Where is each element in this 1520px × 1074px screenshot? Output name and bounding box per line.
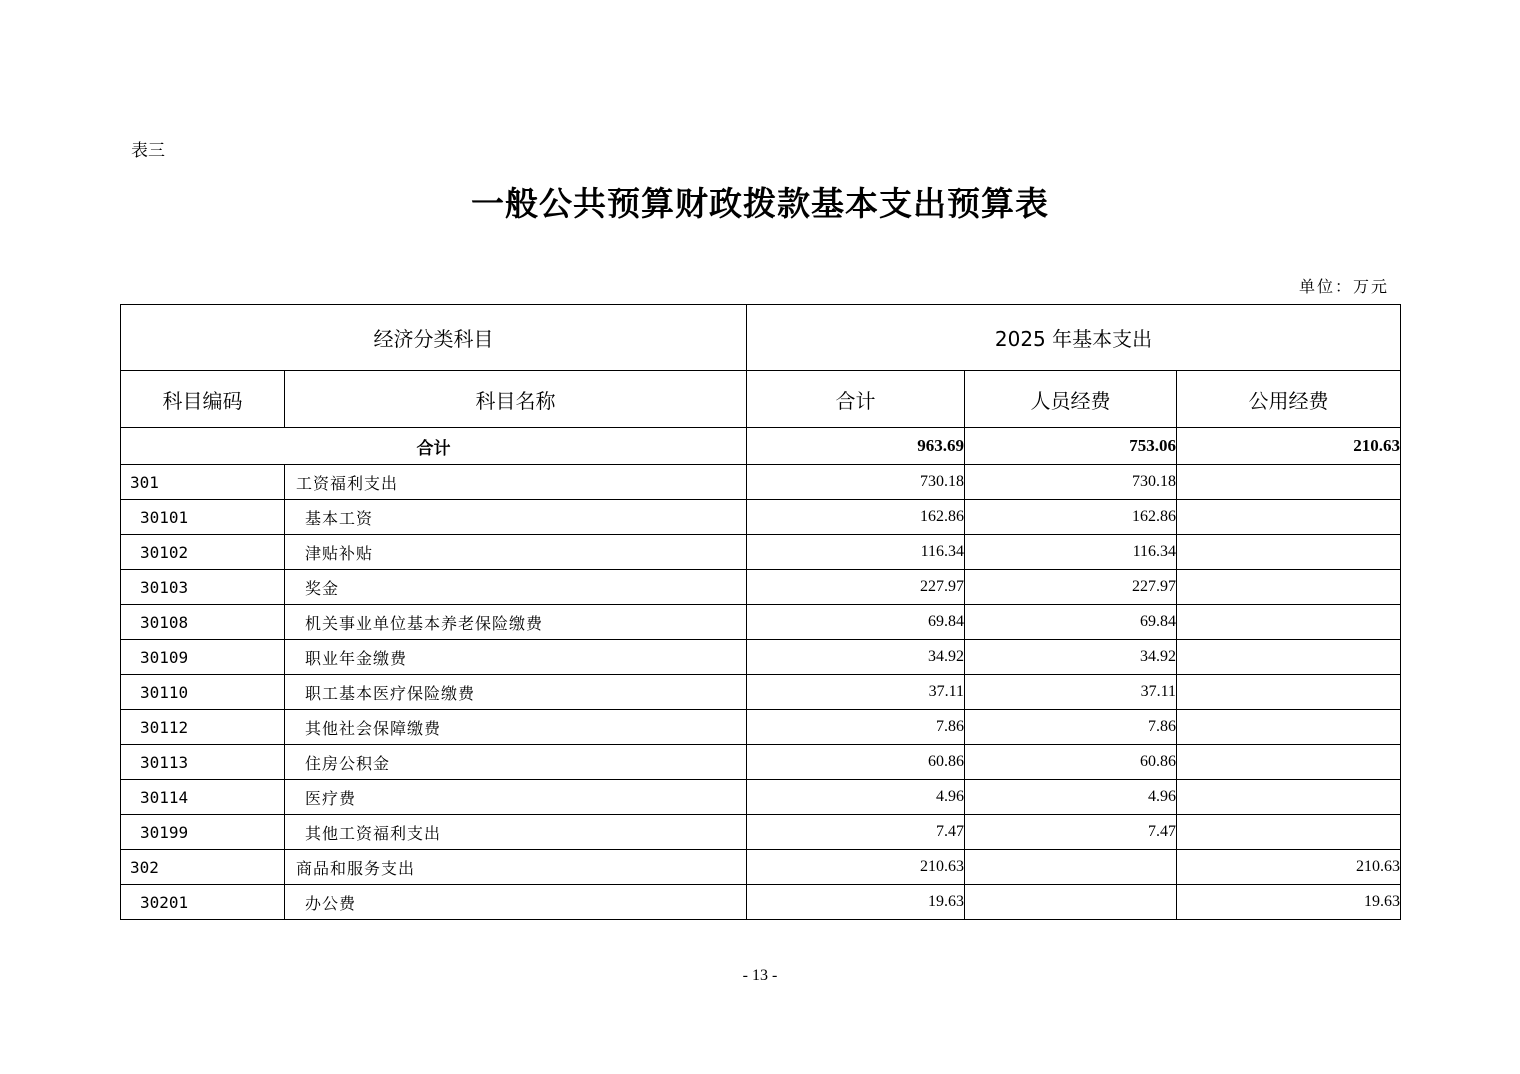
row-public (1177, 500, 1401, 535)
row-code: 30110 (121, 675, 285, 710)
table-row (121, 780, 1401, 815)
row-code: 30199 (121, 815, 285, 850)
row-public: 19.63 (1177, 885, 1401, 920)
total-row (121, 428, 1401, 465)
row-code: 30112 (121, 710, 285, 745)
row-total: 227.97 (747, 570, 965, 605)
row-name: 其他工资福利支出 (285, 815, 747, 850)
row-personnel: 34.92 (965, 640, 1177, 675)
row-total: 37.11 (747, 675, 965, 710)
total-sum: 963.69 (747, 428, 965, 465)
row-total: 19.63 (747, 885, 965, 920)
table-row (121, 570, 1401, 605)
row-total: 116.34 (747, 535, 965, 570)
row-code: 30102 (121, 535, 285, 570)
row-total: 69.84 (747, 605, 965, 640)
table-row (121, 745, 1401, 780)
row-public (1177, 570, 1401, 605)
unit-note: 单位：万元 (1298, 277, 1389, 296)
row-total: 210.63 (747, 850, 965, 885)
row-name: 津贴补贴 (285, 535, 747, 570)
table-row (121, 640, 1401, 675)
row-personnel: 7.86 (965, 710, 1177, 745)
table-row (121, 465, 1401, 500)
row-public (1177, 815, 1401, 850)
row-name: 商品和服务支出 (285, 850, 747, 885)
header-public: 公用经费 (1177, 371, 1401, 428)
budget-table (120, 304, 1401, 920)
row-personnel: 227.97 (965, 570, 1177, 605)
header-name: 科目名称 (285, 371, 747, 428)
row-total: 730.18 (747, 465, 965, 500)
table-row (121, 885, 1401, 920)
total-label: 合计 (121, 428, 747, 465)
row-public (1177, 640, 1401, 675)
row-name: 其他社会保障缴费 (285, 710, 747, 745)
row-personnel: 60.86 (965, 745, 1177, 780)
row-public (1177, 675, 1401, 710)
row-name: 工资福利支出 (285, 465, 747, 500)
row-name: 住房公积金 (285, 745, 747, 780)
row-personnel: 4.96 (965, 780, 1177, 815)
row-personnel: 69.84 (965, 605, 1177, 640)
row-name: 职业年金缴费 (285, 640, 747, 675)
row-code: 30103 (121, 570, 285, 605)
row-name: 奖金 (285, 570, 747, 605)
table-row (121, 605, 1401, 640)
header-total: 合计 (747, 371, 965, 428)
table-label: 表三 (131, 141, 165, 161)
row-code: 30101 (121, 500, 285, 535)
row-total: 34.92 (747, 640, 965, 675)
row-total: 7.47 (747, 815, 965, 850)
table-row (121, 850, 1401, 885)
row-name: 职工基本医疗保险缴费 (285, 675, 747, 710)
table-row (121, 675, 1401, 710)
row-total: 7.86 (747, 710, 965, 745)
row-public: 210.63 (1177, 850, 1401, 885)
row-name: 办公费 (285, 885, 747, 920)
row-public (1177, 745, 1401, 780)
row-code: 30109 (121, 640, 285, 675)
table-row (121, 815, 1401, 850)
row-code: 30201 (121, 885, 285, 920)
row-code: 302 (121, 850, 285, 885)
row-personnel (965, 850, 1177, 885)
row-public (1177, 780, 1401, 815)
header-code: 科目编码 (121, 371, 285, 428)
table-row (121, 500, 1401, 535)
row-public (1177, 710, 1401, 745)
row-personnel: 730.18 (965, 465, 1177, 500)
row-personnel: 37.11 (965, 675, 1177, 710)
row-public (1177, 465, 1401, 500)
row-code: 30108 (121, 605, 285, 640)
row-personnel (965, 885, 1177, 920)
header-year-group: 2025 年基本支出 (747, 305, 1401, 371)
row-public (1177, 605, 1401, 640)
table-row (121, 710, 1401, 745)
row-total: 60.86 (747, 745, 965, 780)
row-code: 301 (121, 465, 285, 500)
row-total: 162.86 (747, 500, 965, 535)
row-personnel: 7.47 (965, 815, 1177, 850)
row-public (1177, 535, 1401, 570)
row-name: 医疗费 (285, 780, 747, 815)
row-name: 机关事业单位基本养老保险缴费 (285, 605, 747, 640)
total-public: 210.63 (1177, 428, 1401, 465)
total-personnel: 753.06 (965, 428, 1177, 465)
row-code: 30113 (121, 745, 285, 780)
row-personnel: 162.86 (965, 500, 1177, 535)
page-number: - 13 - (742, 967, 778, 984)
row-name: 基本工资 (285, 500, 747, 535)
row-total: 4.96 (747, 780, 965, 815)
row-code: 30114 (121, 780, 285, 815)
row-personnel: 116.34 (965, 535, 1177, 570)
header-category-group: 经济分类科目 (121, 305, 747, 371)
document-title: 一般公共预算财政拨款基本支出预算表 (471, 184, 1049, 223)
table-row (121, 535, 1401, 570)
header-personnel: 人员经费 (965, 371, 1177, 428)
